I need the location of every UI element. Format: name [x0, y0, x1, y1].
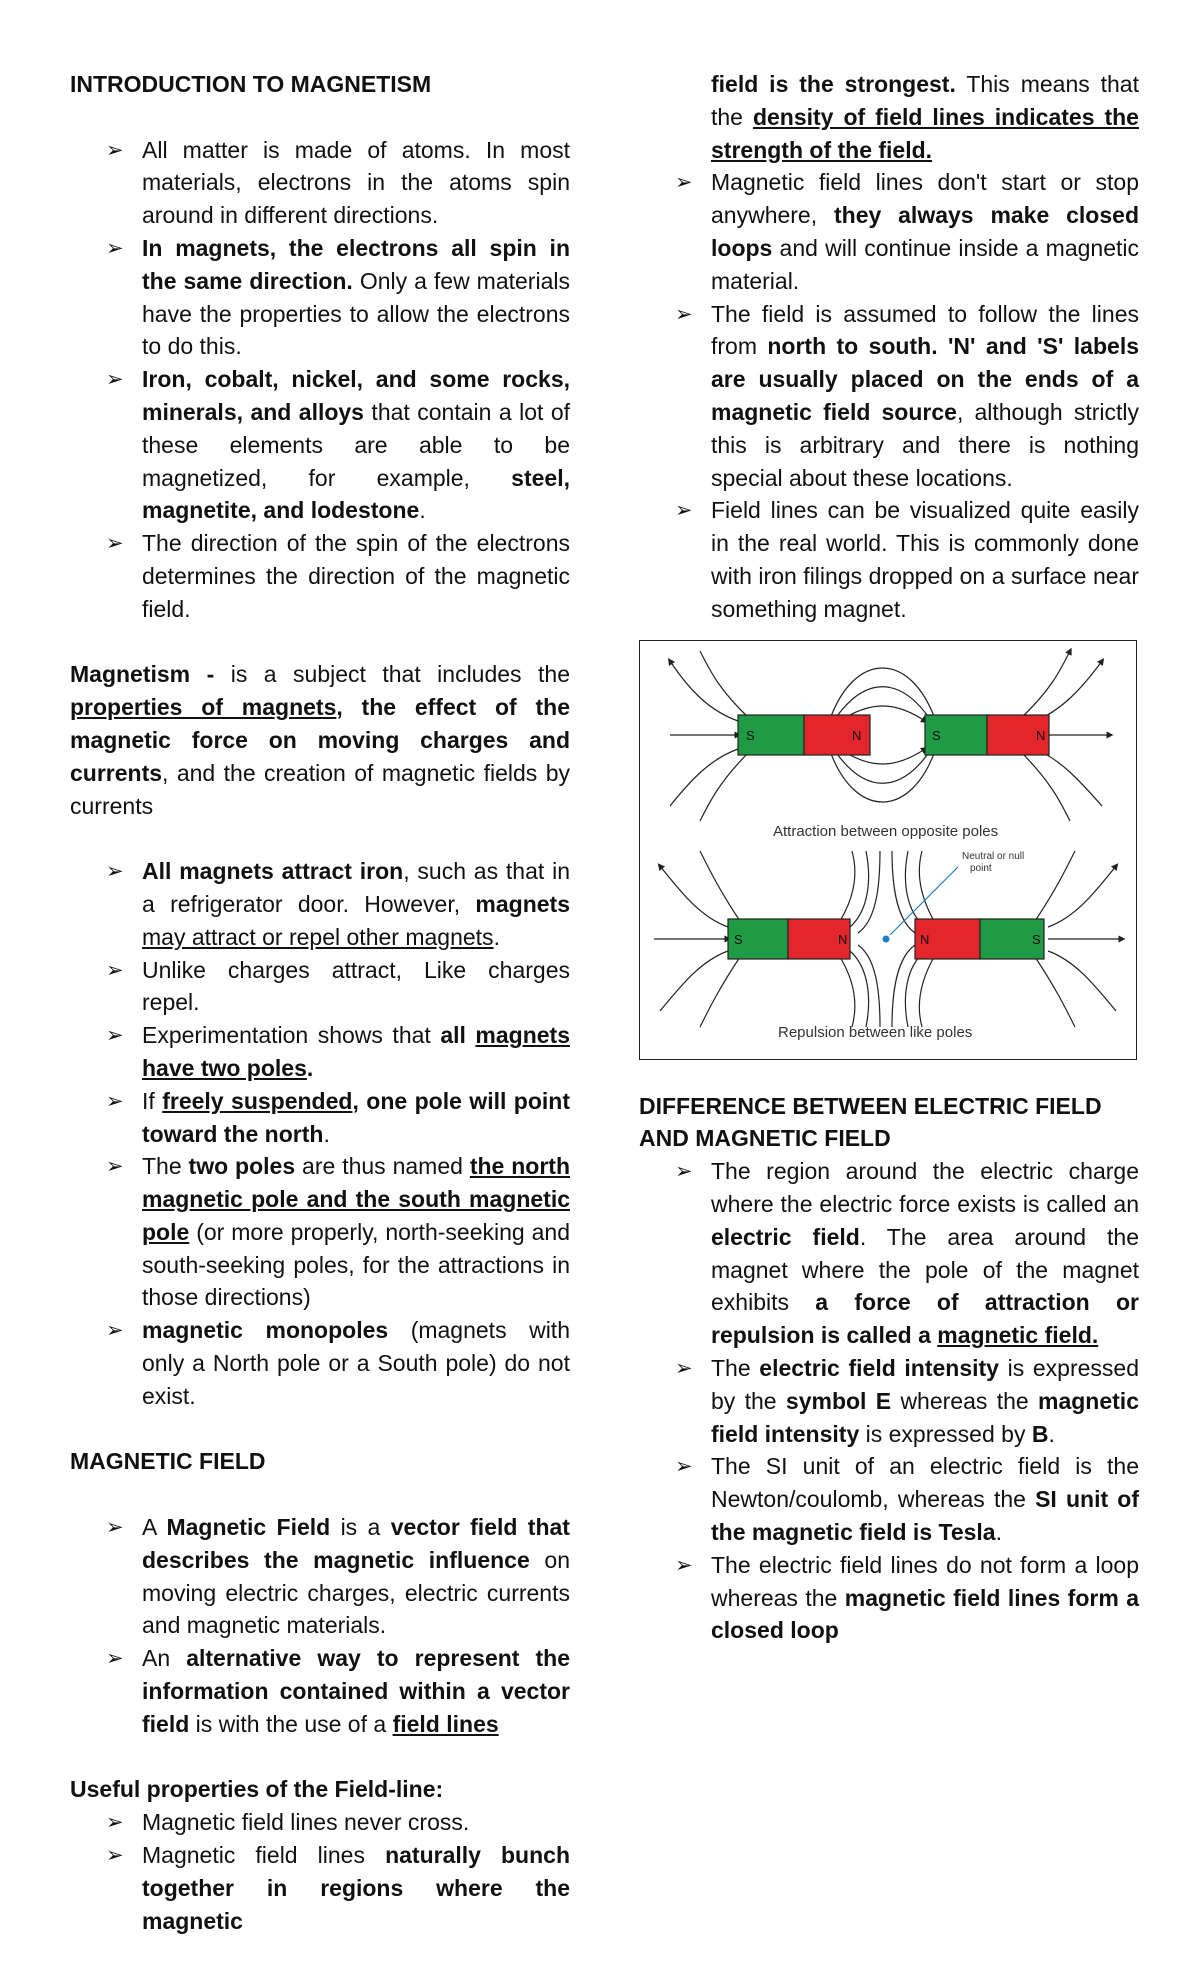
magnetic-field-list: [70, 1511, 570, 1741]
list-item: ➢ Iron, cobalt, nickel, and some rocks, minerals, and alloys that contain a lot of these elements are able to be magnetized, for example, steel, magnetite, and lodestone.: [70, 363, 570, 527]
neutral-point-label: Neutral or null: [962, 850, 1025, 862]
list-item: ➢ Magnetic field lines don't start or stop anywhere, they always make closed loops and will continue inside a magnetic material.: [639, 166, 1139, 297]
magnet-facts-list: [70, 855, 570, 1413]
pole-label: N: [852, 727, 862, 743]
left-column: [70, 68, 570, 1937]
list-item: ➢ Experimentation shows that all magnets have two poles.: [70, 1019, 570, 1085]
list-item: ➢ Unlike charges attract, Like charges repel.: [70, 954, 570, 1020]
magnetic-field-heading: MAGNETIC FIELD: [70, 1448, 266, 1475]
list-item: ➢ If freely suspended, one pole will point toward the north.: [70, 1085, 570, 1151]
continuation-text: field is the strongest. This means that the density of field lines indicates the strength of the field.: [711, 71, 1139, 163]
intro-list: [70, 134, 570, 626]
caption-repulsion: Repulsion between like poles: [778, 1023, 973, 1041]
useful-properties-heading: Useful properties of the Field-line:: [70, 1776, 444, 1803]
list-item: ➢ A Magnetic Field is a vector field that describes the magnetic influence on moving electric charges, electric currents and magnetic materials.: [70, 1511, 570, 1642]
magnetism-definition: Magnetism - is a subject that includes the properties of magnets, the effect of the magnetic force on moving charges and currents, and the creation of magnetic fields by currents: [70, 661, 570, 819]
caption-attraction: Attraction between opposite poles: [773, 822, 999, 840]
difference-list: [639, 1155, 1139, 1647]
list-item: ➢ The region around the electric charge where the electric force exists is called an electric field. The area around the magnet where the pole of the magnet exhibits a force of attraction or repulsion is called a magnetic field.: [639, 1155, 1139, 1352]
pole-label: S: [932, 727, 941, 743]
list-item: ➢ All matter is made of atoms. In most materials, electrons in the atoms spin around in different directions.: [70, 134, 570, 232]
list-item: ➢ An alternative way to represent the information contained within a vector field is with the use of a field lines: [70, 1642, 570, 1740]
pole-label: S: [746, 727, 755, 743]
list-item: ➢ The two poles are thus named the north magnetic pole and the south magnetic pole (or more properly, north-seeking and south-seeking poles, for the attractions in those directions): [70, 1150, 570, 1314]
list-item: ➢ All magnets attract iron, such as that in a refrigerator door. However, magnets may attract or repel other magnets.: [70, 855, 570, 953]
pole-label: N: [838, 931, 848, 947]
list-item: ➢ The electric field intensity is expressed by the symbol E whereas the magnetic field intensity is expressed by B.: [639, 1352, 1139, 1450]
neutral-point-label: point: [970, 862, 992, 874]
intro-heading: INTRODUCTION TO MAGNETISM: [70, 71, 432, 97]
list-item: ➢ The electric field lines do not form a loop whereas the magnetic field lines form a closed loop: [639, 1549, 1139, 1647]
neutral-point-marker: [883, 935, 890, 942]
pole-label: N: [1036, 727, 1046, 743]
list-item: ➢ Field lines can be visualized quite easily in the real world. This is commonly done with iron filings dropped on a surface near something magnet.: [639, 494, 1139, 625]
list-item: ➢ The direction of the spin of the electrons determines the direction of the magnetic field.: [70, 527, 570, 625]
list-item: ➢ magnetic monopoles (magnets with only a North pole or a South pole) do not exist.: [70, 1314, 570, 1412]
field-lines-diagram: [640, 641, 1136, 1059]
list-item: ➢ The SI unit of an electric field is the Newton/coulomb, whereas the SI unit of the magnetic field is Tesla.: [639, 1450, 1139, 1548]
pole-label: S: [734, 931, 743, 947]
list-item: ➢ In magnets, the electrons all spin in the same direction. Only a few materials have the properties to allow the electrons to do this.: [70, 232, 570, 363]
pole-label: S: [1032, 931, 1041, 947]
right-column: [639, 68, 1139, 1647]
difference-heading: DIFFERENCE BETWEEN ELECTRIC FIELD AND MAGNETIC FIELD: [639, 1092, 1102, 1152]
list-item: ➢ The field is assumed to follow the lines from north to south. 'N' and 'S' labels are usually placed on the ends of a magnetic field source, although strictly this is arbitrary and there is nothing special about these locations.: [639, 298, 1139, 495]
field-lines-continued: [639, 68, 1139, 626]
useful-properties-list: [70, 1806, 570, 1937]
list-item: ➢ Magnetic field lines naturally bunch together in regions where the magnetic: [70, 1839, 570, 1937]
list-item: ➢ Magnetic field lines never cross.: [70, 1806, 570, 1839]
pole-label: N: [920, 931, 930, 947]
magnet-field-figure: [639, 640, 1137, 1060]
